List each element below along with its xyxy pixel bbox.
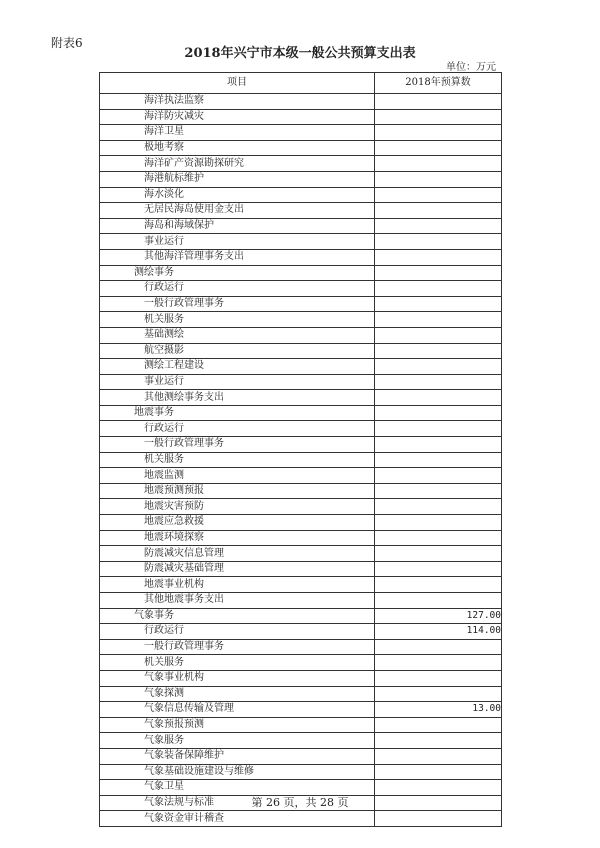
- table-row: [100, 405, 502, 421]
- row-item-label: 行政运行: [100, 624, 375, 640]
- row-budget-value: 13.00: [375, 702, 502, 718]
- row-budget-value: [375, 327, 502, 343]
- row-budget-value: [375, 265, 502, 281]
- table-row: [100, 515, 502, 531]
- row-item-label: 一般行政管理事务: [100, 437, 375, 453]
- row-budget-value: [375, 515, 502, 531]
- row-item-label: 事业运行: [100, 234, 375, 250]
- row-item-label: 气象法规与标准: [100, 795, 375, 811]
- row-budget-value: [375, 530, 502, 546]
- table-row: [100, 483, 502, 499]
- row-budget-value: [375, 655, 502, 671]
- row-budget-value: [375, 733, 502, 749]
- row-budget-value: [375, 452, 502, 468]
- table-row: [100, 327, 502, 343]
- row-budget-value: [375, 483, 502, 499]
- table-row: [100, 421, 502, 437]
- row-item-label: 气象事业机构: [100, 670, 375, 686]
- table-row: [100, 109, 502, 125]
- table-row: [100, 234, 502, 250]
- row-item-label: 气象卫星: [100, 780, 375, 796]
- table-row: [100, 655, 502, 671]
- column-header-budget: 2018年预算数: [375, 73, 502, 94]
- budget-table: [99, 72, 502, 827]
- table-row: [100, 125, 502, 141]
- row-budget-value: [375, 748, 502, 764]
- table-row: [100, 468, 502, 484]
- table-row: [100, 156, 502, 172]
- column-header-item: 项目: [100, 73, 375, 94]
- row-item-label: 机关服务: [100, 312, 375, 328]
- row-item-label: 地震应急救援: [100, 515, 375, 531]
- table-row: [100, 733, 502, 749]
- table-row: [100, 639, 502, 655]
- row-budget-value: [375, 593, 502, 609]
- table-row: [100, 390, 502, 406]
- row-budget-value: [375, 249, 502, 265]
- table-row: [100, 140, 502, 156]
- row-budget-value: [375, 359, 502, 375]
- row-budget-value: [375, 171, 502, 187]
- row-item-label: 一般行政管理事务: [100, 296, 375, 312]
- table-row: [100, 312, 502, 328]
- row-item-label: 海水淡化: [100, 187, 375, 203]
- row-item-label: 气象装备保障维护: [100, 748, 375, 764]
- row-item-label: 地震事务: [100, 405, 375, 421]
- table-row: [100, 686, 502, 702]
- table-header-row: [100, 73, 502, 94]
- row-budget-value: [375, 218, 502, 234]
- row-item-label: 基础测绘: [100, 327, 375, 343]
- table-row: [100, 281, 502, 297]
- row-item-label: 防震减灾基础管理: [100, 561, 375, 577]
- row-budget-value: [375, 421, 502, 437]
- row-budget-value: [375, 156, 502, 172]
- row-item-label: 地震预测预报: [100, 483, 375, 499]
- row-budget-value: [375, 811, 502, 827]
- row-budget-value: [375, 281, 502, 297]
- row-budget-value: [375, 343, 502, 359]
- table-row: [100, 593, 502, 609]
- table-row: [100, 702, 502, 718]
- row-item-label: 海洋防灾减灾: [100, 109, 375, 125]
- row-item-label: 事业运行: [100, 374, 375, 390]
- row-item-label: 气象服务: [100, 733, 375, 749]
- row-item-label: 海洋执法监察: [100, 94, 375, 110]
- table-row: [100, 359, 502, 375]
- table-body: [100, 94, 502, 827]
- table-row: [100, 437, 502, 453]
- row-budget-value: [375, 390, 502, 406]
- appendix-label: 附表6: [51, 36, 83, 50]
- row-budget-value: [375, 577, 502, 593]
- row-item-label: 海洋矿产资源勘探研究: [100, 156, 375, 172]
- row-budget-value: [375, 94, 502, 110]
- row-budget-value: [375, 686, 502, 702]
- row-budget-value: [375, 312, 502, 328]
- row-item-label: 海岛和海域保护: [100, 218, 375, 234]
- row-budget-value: [375, 140, 502, 156]
- row-budget-value: [375, 374, 502, 390]
- row-budget-value: [375, 546, 502, 562]
- row-item-label: 海洋卫星: [100, 125, 375, 141]
- row-item-label: 其他海洋管理事务支出: [100, 249, 375, 265]
- unit-label: 单位：万元: [446, 62, 496, 73]
- table-row: [100, 265, 502, 281]
- table-row: [100, 530, 502, 546]
- table-row: [100, 218, 502, 234]
- row-budget-value: [375, 780, 502, 796]
- row-budget-value: [375, 717, 502, 733]
- row-item-label: 地震监测: [100, 468, 375, 484]
- table-row: [100, 296, 502, 312]
- row-item-label: 气象信息传输及管理: [100, 702, 375, 718]
- row-budget-value: [375, 499, 502, 515]
- row-budget-value: [375, 405, 502, 421]
- table-row: [100, 171, 502, 187]
- table-row: [100, 499, 502, 515]
- row-budget-value: [375, 561, 502, 577]
- table-row: [100, 780, 502, 796]
- row-item-label: 行政运行: [100, 421, 375, 437]
- row-budget-value: [375, 234, 502, 250]
- table-row: [100, 624, 502, 640]
- row-item-label: 一般行政管理事务: [100, 639, 375, 655]
- table-row: [100, 187, 502, 203]
- table-row: [100, 577, 502, 593]
- row-item-label: 地震事业机构: [100, 577, 375, 593]
- row-item-label: 海港航标维护: [100, 171, 375, 187]
- row-item-label: 其他测绘事务支出: [100, 390, 375, 406]
- row-budget-value: [375, 670, 502, 686]
- table-row: [100, 203, 502, 219]
- table-row: [100, 94, 502, 110]
- row-budget-value: 127.00: [375, 608, 502, 624]
- table-row: [100, 343, 502, 359]
- row-item-label: 测绘事务: [100, 265, 375, 281]
- row-budget-value: 114.00: [375, 624, 502, 640]
- table-row: [100, 608, 502, 624]
- row-budget-value: [375, 437, 502, 453]
- table-row: [100, 546, 502, 562]
- row-budget-value: [375, 125, 502, 141]
- row-item-label: 极地考察: [100, 140, 375, 156]
- row-budget-value: [375, 764, 502, 780]
- page-title: 2018年兴宁市本级一般公共预算支出表: [184, 46, 416, 61]
- row-item-label: 航空摄影: [100, 343, 375, 359]
- table-row: [100, 249, 502, 265]
- row-budget-value: [375, 203, 502, 219]
- table-row: [100, 748, 502, 764]
- table-row: [100, 717, 502, 733]
- row-item-label: 地震环境探察: [100, 530, 375, 546]
- row-item-label: 气象资金审计稽查: [100, 811, 375, 827]
- row-item-label: 气象探测: [100, 686, 375, 702]
- table-row: [100, 670, 502, 686]
- table-row: [100, 374, 502, 390]
- row-item-label: 防震减灾信息管理: [100, 546, 375, 562]
- page-number: 第 26 页，共 28 页: [251, 796, 349, 809]
- row-item-label: 无居民海岛使用金支出: [100, 203, 375, 219]
- table-row: [100, 811, 502, 827]
- table-row: [100, 764, 502, 780]
- table-row: [100, 452, 502, 468]
- row-item-label: 行政运行: [100, 281, 375, 297]
- row-item-label: 机关服务: [100, 452, 375, 468]
- row-item-label: 机关服务: [100, 655, 375, 671]
- row-item-label: 气象事务: [100, 608, 375, 624]
- row-budget-value: [375, 109, 502, 125]
- row-item-label: 气象基础设施建设与维修: [100, 764, 375, 780]
- row-item-label: 其他地震事务支出: [100, 593, 375, 609]
- row-budget-value: [375, 468, 502, 484]
- row-budget-value: [375, 296, 502, 312]
- row-budget-value: [375, 187, 502, 203]
- row-item-label: 测绘工程建设: [100, 359, 375, 375]
- row-item-label: 气象预报预测: [100, 717, 375, 733]
- table-row: [100, 561, 502, 577]
- row-budget-value: [375, 639, 502, 655]
- row-item-label: 地震灾害预防: [100, 499, 375, 515]
